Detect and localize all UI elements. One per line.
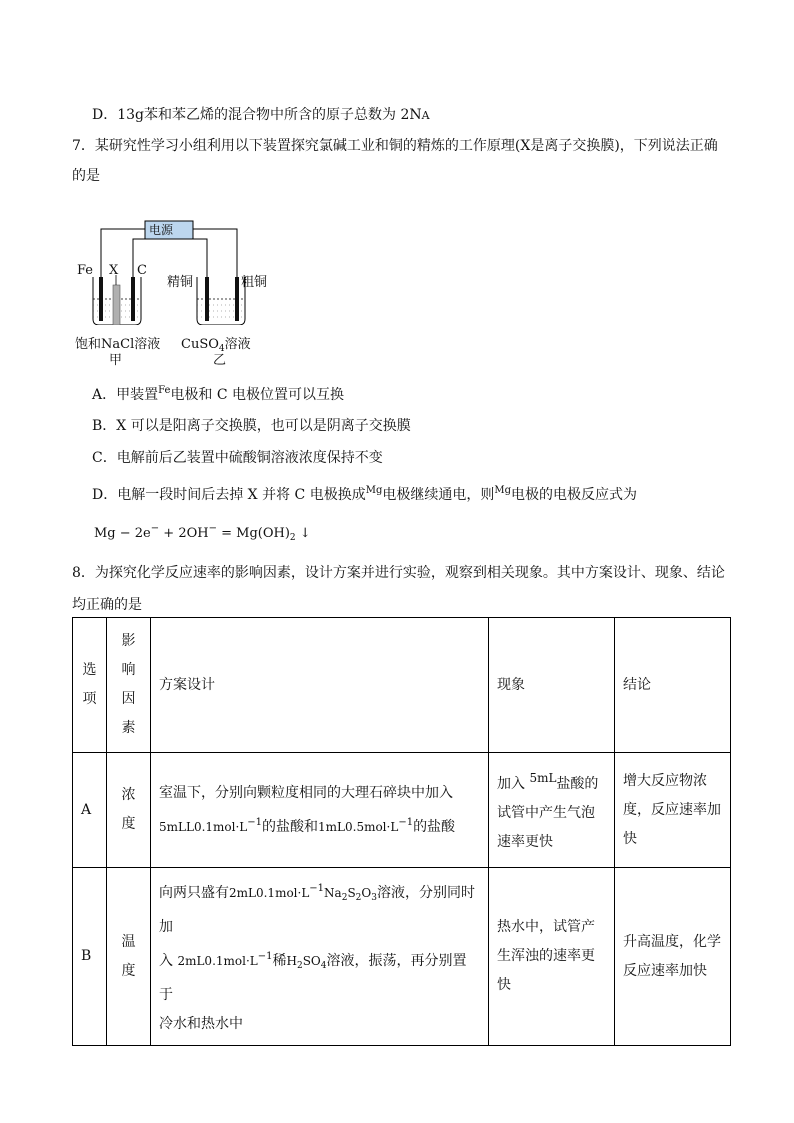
row-b-design [151, 868, 489, 1046]
header-design: 方案设计 [151, 618, 489, 753]
header-phenomenon: 现象 [489, 618, 615, 753]
electrolysis-apparatus [75, 215, 285, 325]
q7-equation [94, 523, 311, 543]
row-a-factor [107, 753, 151, 868]
q8-table [72, 617, 731, 1046]
header-factor-c4: 素 [121, 720, 136, 736]
q7-option-c: C．电解前后乙装置中硫酸铜溶液浓度保持不变 [92, 450, 383, 466]
q7-option-a [92, 384, 344, 404]
row-b-d3: Na [324, 886, 342, 900]
cell2-name: 乙 [213, 353, 227, 368]
row-a-option: A [73, 753, 107, 868]
row-b-d2sup: −1 [309, 883, 325, 894]
row-b-d12: 溶液，振荡，再分别置于 [159, 953, 467, 1003]
row-a-factor-c1: 浓 [121, 787, 136, 803]
q7-option-d-text3: 电极的电极反应式为 [510, 487, 637, 503]
row-b-d5sub: 3 [371, 893, 377, 903]
cell2-solution-word: 溶液 [224, 337, 251, 352]
row-a-sup2: −1 [398, 816, 414, 828]
q7-stem-line2: 的是 [72, 168, 100, 184]
row-a-conc2: 1mL0.5mol·L [318, 819, 399, 834]
row-a-factor-c2: 度 [121, 816, 136, 832]
fe-electrode-label: Fe [77, 263, 94, 278]
row-b-d8: 2mL0.1mol·L [177, 954, 258, 968]
q7-option-a-fe: Fe [158, 385, 171, 396]
row-b-d4sub: 2 [355, 893, 362, 903]
q7-option-d-mg1: Mg [365, 485, 383, 496]
row-a-phen-b: 5mL [529, 770, 557, 785]
cell2-solution-sub: 4 [218, 344, 225, 354]
table-header-row [73, 618, 731, 753]
row-a-acid: 的盐酸 [413, 818, 456, 835]
electrolysis-diagram [75, 215, 285, 368]
row-b-design-line1 [159, 874, 480, 942]
row-b-factor-c2: 度 [121, 962, 136, 979]
table-row [73, 753, 731, 868]
row-b-design-line2 [159, 942, 480, 1010]
row-b-option: B [73, 868, 107, 1046]
q7-option-d-text1: D．电解一段时间后去掉 X 并将 C 电极换成 [92, 487, 366, 503]
header-option [73, 618, 107, 753]
eq-part2: + 2OH [159, 526, 209, 541]
table-row [73, 868, 731, 1046]
row-b-factor-c1: 温 [121, 933, 136, 950]
eq-sub: 2 [289, 533, 296, 543]
q7-option-b: B．X 可以是阳离子交换膜，也可以是阴离子交换膜 [92, 418, 411, 434]
q7-option-a-text2: 电极和 C 电极位置可以互换 [170, 387, 345, 403]
q7-option-d-text2: 电极继续通电，则 [382, 487, 495, 503]
row-b-design-line3: 冷水和热水中 [159, 1016, 243, 1032]
cell1-solution-label: 饱和NaCl溶液 [75, 337, 161, 352]
row-b-d7: 入 [159, 953, 173, 969]
row-b-d3sub: 2 [341, 893, 348, 903]
q7-option-d-mg2: Mg [494, 485, 511, 496]
header-factor-c2: 响 [121, 662, 136, 678]
row-b-phenomenon: 热水中，试管产生浑浊的速率更快 [489, 868, 615, 1046]
power-source-label: 电源 [149, 223, 174, 237]
cell2-solution-formula: CuSO [181, 337, 219, 352]
header-factor-c1: 影 [121, 633, 136, 649]
row-b-d6: 溶液，分别同时加 [159, 885, 475, 935]
row-a-phen-a: 加入 [497, 775, 525, 792]
header-option-c1: 选 [82, 662, 97, 678]
cell1-name: 甲 [109, 353, 123, 368]
q6-option-d-text: D．13g苯和苯乙烯的混合物中所含的原子总数为 2N [92, 107, 422, 123]
row-b-d1: 向两只盛有 [159, 885, 229, 901]
row-a-conclusion: 增大反应物浓度，反应速率加快 [615, 753, 731, 868]
row-a-design-line1: 室温下，分别向颗粒度相同的大理石碎块中加入 [159, 784, 453, 801]
row-b-d2: 2mL0.1mol·L [229, 886, 310, 900]
pure-copper-label: 精铜 [167, 275, 194, 290]
row-b-d11: SO [302, 954, 321, 968]
q7-stem-line1: 7．某研究性学习小组利用以下装置探究氯碱工业和铜的精炼的工作原理(X是离子交换膜)，下列说法正确 [72, 138, 718, 154]
row-b-d11sub: 4 [320, 961, 327, 971]
eq-part4: ↓ [295, 526, 311, 541]
q7-option-a-text1: A．甲装置 [92, 387, 159, 403]
row-a-phenomenon [489, 753, 615, 868]
row-b-d4: S [347, 886, 356, 900]
row-b-d10sub: 2 [296, 961, 303, 971]
q8-stem-line1: 8．为探究化学反应速率的影响因素，设计方案并进行实验，观察到相关现象。其中方案设计、现象、结论 [72, 565, 725, 581]
q8-stem-line2: 均正确的是 [72, 597, 142, 613]
eq-part1: Mg − 2e [94, 526, 151, 541]
row-a-and: 的盐酸和 [262, 818, 319, 835]
q6-option-d [92, 104, 430, 124]
eq-part3: = Mg(OH) [216, 526, 290, 541]
row-b-d8sup: −1 [257, 951, 273, 962]
header-option-c2: 项 [82, 691, 97, 707]
row-a-phen-c: 盐酸的试管中产生气泡速率更快 [497, 775, 599, 850]
row-b-factor [107, 868, 151, 1046]
crude-copper-label: 粗铜 [241, 275, 268, 290]
row-b-d5: O [361, 886, 372, 900]
eq-sup2: − [208, 523, 217, 534]
q7-option-d [92, 484, 637, 504]
row-a-design [151, 753, 489, 868]
row-b-conclusion: 升高温度，化学反应速率加快 [615, 868, 731, 1046]
c-electrode-label: C [137, 263, 147, 278]
row-b-d9: 稀 [272, 953, 287, 969]
header-conclusion: 结论 [615, 618, 731, 753]
row-b-d10: H [286, 954, 297, 968]
row-a-sup1: −1 [247, 816, 263, 828]
header-factor-c3: 因 [121, 691, 136, 707]
row-a-conc1: 5mLL0.1mol·L [159, 819, 248, 834]
eq-sup1: − [150, 523, 160, 534]
membrane-x-label: X [109, 263, 119, 278]
header-factor [107, 618, 151, 753]
q6-option-d-sub: A [421, 109, 430, 122]
row-a-design-line2 [159, 808, 480, 842]
